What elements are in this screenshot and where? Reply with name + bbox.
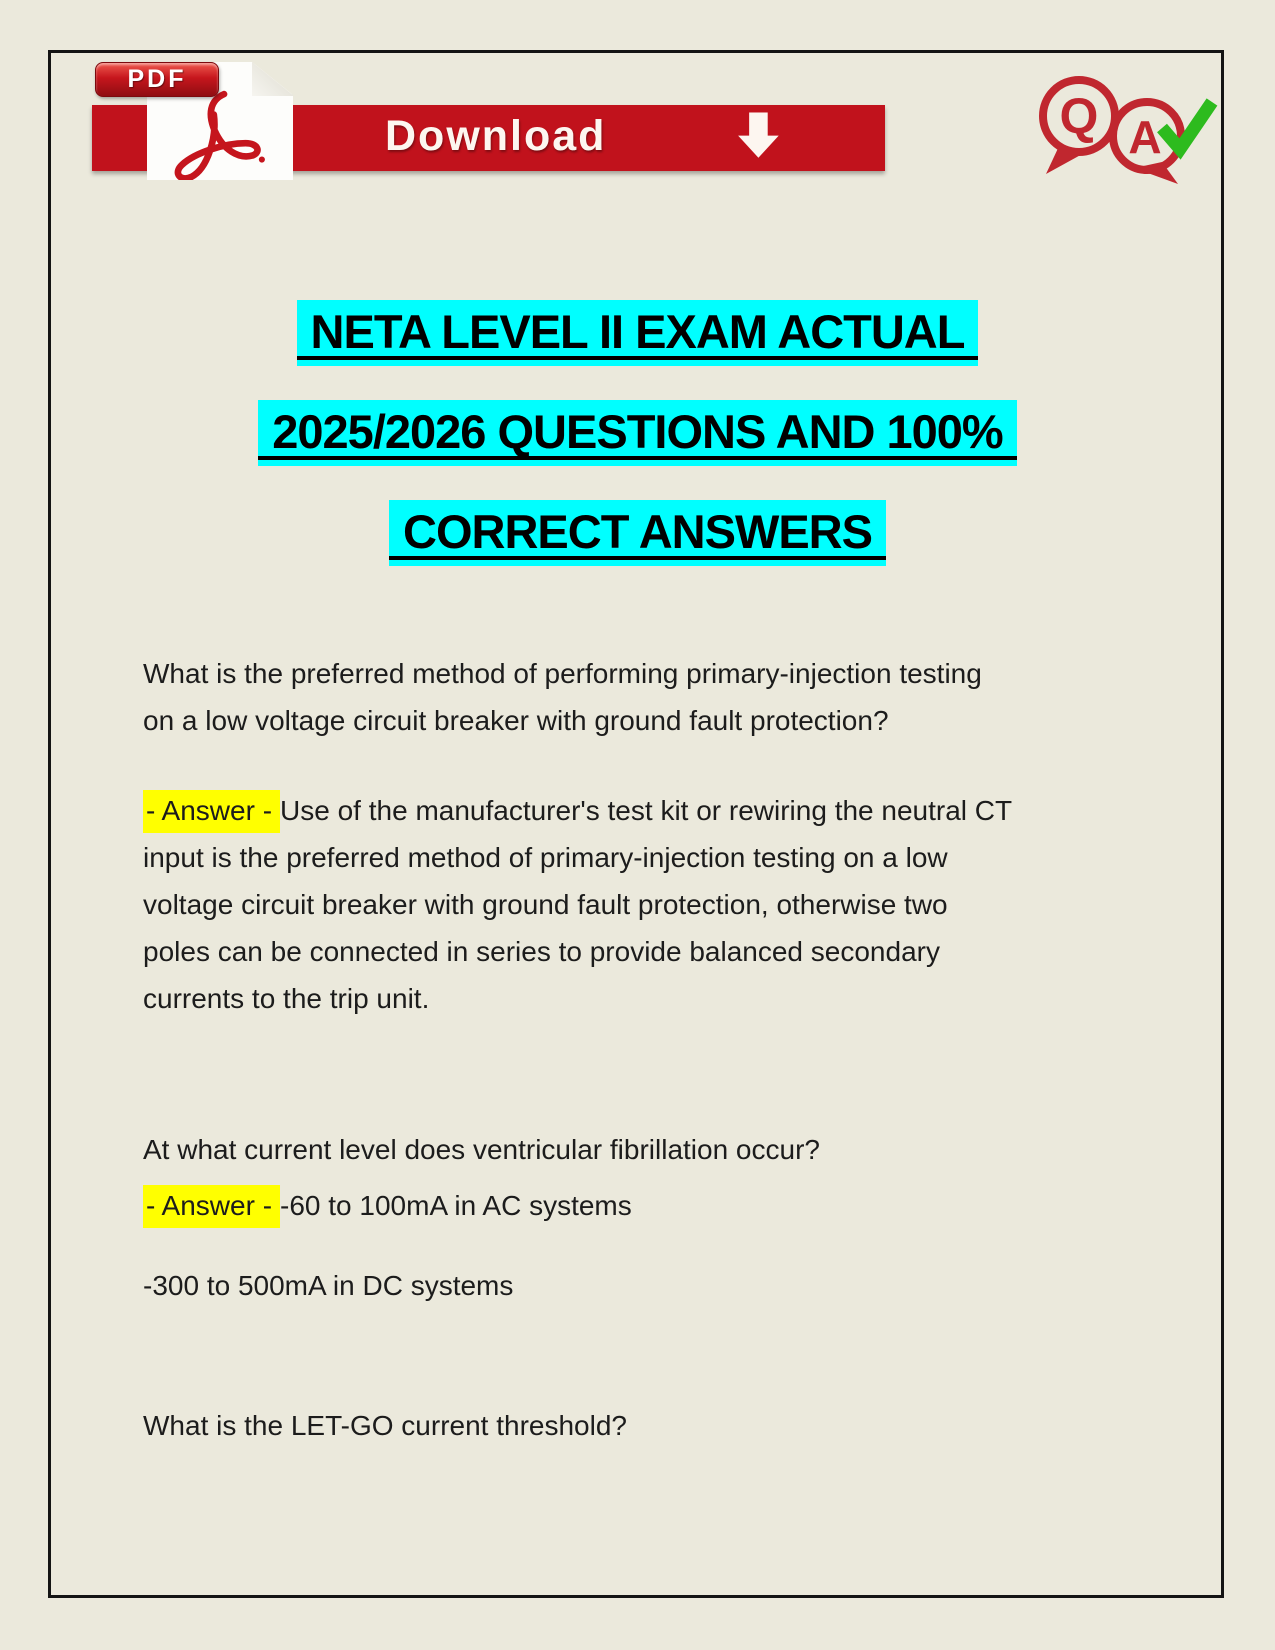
title-line-1 xyxy=(0,300,1275,360)
answer-2-text: -60 to 100mA in AC systems xyxy=(280,1190,632,1221)
answer-2-text-2: -300 to 500mA in DC systems xyxy=(143,1270,514,1301)
title-line-3 xyxy=(0,500,1275,560)
question-1-line-1: What is the preferred method of performing primary-injection testing xyxy=(143,658,982,689)
title-line-2 xyxy=(0,400,1275,460)
answer-1-text-1: Use of the manufacturer's test kit or rewiring the neutral CT xyxy=(280,795,1013,826)
title-line-1-text: NETA LEVEL II EXAM ACTUAL xyxy=(297,300,979,360)
answer-2-continued xyxy=(143,1262,1143,1309)
answer-1-highlight: - Answer - xyxy=(143,790,280,833)
pdf-badge xyxy=(95,62,219,97)
answer-1-line-1 xyxy=(143,787,1143,834)
pdf-badge-label: PDF xyxy=(127,65,187,93)
download-label: Download xyxy=(385,112,607,160)
title-line-3-text: CORRECT ANSWERS xyxy=(389,500,886,560)
answer-2 xyxy=(143,1182,1143,1229)
question-3-text: What is the LET-GO current threshold? xyxy=(143,1410,627,1441)
question-1 xyxy=(143,650,1143,744)
question-1-line-2: on a low voltage circuit breaker with ground fault protection? xyxy=(143,705,889,736)
qa-speech-bubbles-icon xyxy=(1032,72,1218,184)
answer-2-line-1 xyxy=(143,1182,1143,1229)
answer-1-text-4: poles can be connected in series to provide balanced secondary xyxy=(143,936,940,967)
answer-1-text-3: voltage circuit breaker with ground fault protection, otherwise two xyxy=(143,889,948,920)
question-3 xyxy=(143,1402,1143,1449)
document-title xyxy=(0,300,1275,600)
a-letter: A xyxy=(1128,111,1162,163)
answer-1 xyxy=(143,787,1143,1022)
answer-1-text-5: currents to the trip unit. xyxy=(143,983,430,1014)
download-arrow-icon xyxy=(730,109,788,167)
answer-2-highlight: - Answer - xyxy=(143,1185,280,1228)
answer-1-text-2: input is the preferred method of primary-injection testing on a low xyxy=(143,842,948,873)
acrobat-logo-icon xyxy=(158,88,286,180)
title-line-2-text: 2025/2026 QUESTIONS AND 100% xyxy=(258,400,1016,460)
q-letter: Q xyxy=(1059,88,1099,144)
question-2 xyxy=(143,1126,1143,1173)
question-2-text: At what current level does ventricular fibrillation occur? xyxy=(143,1134,820,1165)
